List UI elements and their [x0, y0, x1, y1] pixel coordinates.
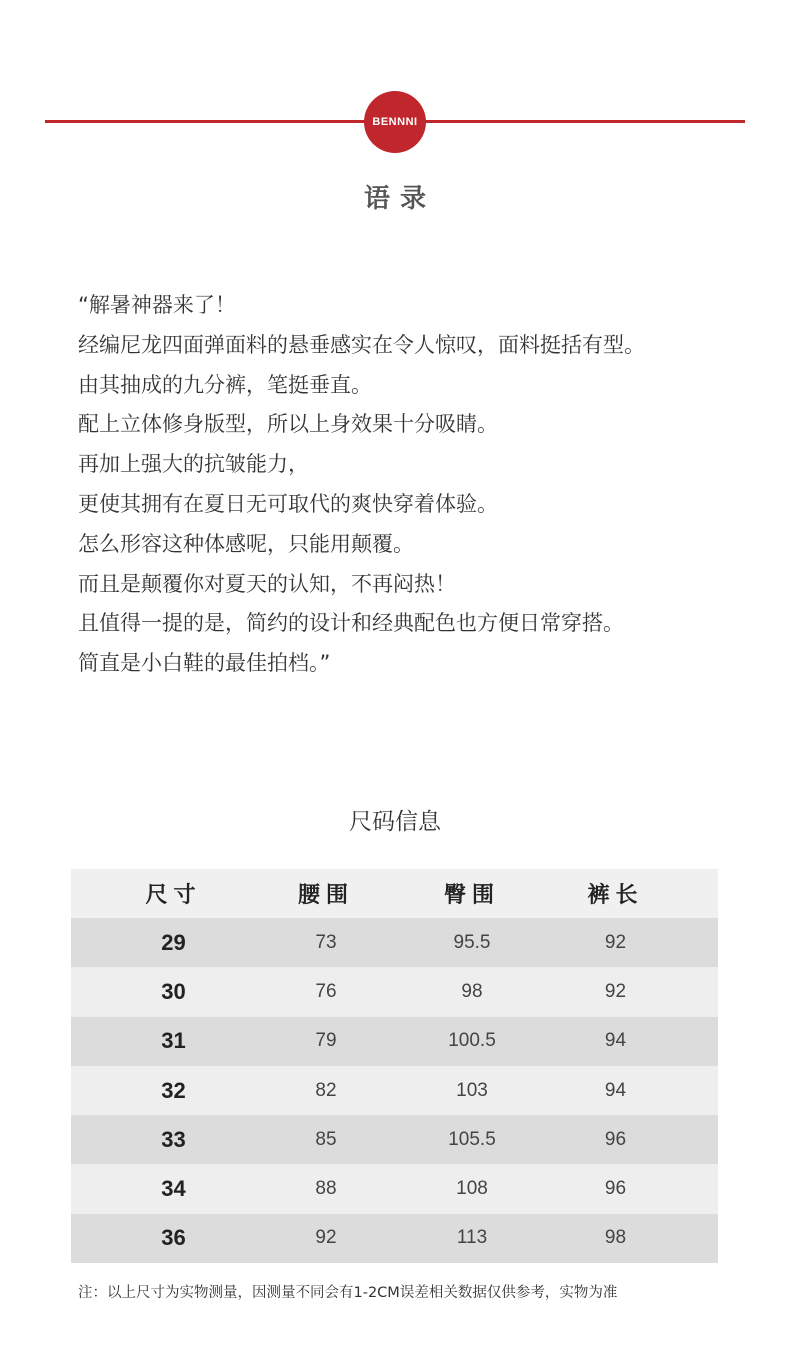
hip-cell: 105.5 [448, 1128, 496, 1150]
table-row [71, 1164, 718, 1213]
waist-cell: 82 [315, 1079, 337, 1101]
brand-logo [364, 91, 426, 153]
size-cell: 29 [161, 929, 186, 955]
hip-cell: 95.5 [453, 931, 491, 953]
length-cell: 96 [604, 1178, 627, 1200]
quote-line: 由其抽成的九分裤，笔挺垂直。 [78, 372, 372, 397]
table-row [71, 1115, 718, 1164]
waist-cell: 76 [315, 980, 337, 1002]
quote-line: 经编尼龙四面弹面料的悬垂感实在令人惊叹，面料挺括有型。 [78, 332, 645, 357]
quote-line: 配上立体修身版型，所以上身效果十分吸睛。 [78, 412, 498, 437]
size-cell: 31 [161, 1028, 186, 1054]
size-table [71, 869, 718, 1263]
waist-cell: 79 [315, 1030, 337, 1052]
size-cell: 33 [161, 1126, 186, 1152]
table-header-row [71, 869, 718, 918]
waist-cell: 92 [315, 1227, 337, 1249]
size-cell: 36 [161, 1225, 186, 1251]
hip-cell: 103 [456, 1079, 488, 1101]
table-row [71, 1017, 718, 1066]
quote-line: 简直是小白鞋的最佳拍档。” [78, 651, 331, 676]
header-waist: 腰围 [297, 883, 354, 908]
header-size: 尺寸 [145, 883, 202, 908]
quote-line: 怎么形容这种体感呢，只能用颠覆。 [78, 531, 414, 556]
size-note: 注：以上尺寸为实物测量，因测量不同会有1-2CM误差相关数据仅供参考，实物为准 [78, 1285, 618, 1301]
table-row [71, 918, 718, 967]
hip-cell: 100.5 [448, 1030, 496, 1052]
length-cell: 94 [604, 1079, 627, 1101]
table-row [71, 1066, 718, 1115]
size-cell: 30 [161, 978, 186, 1004]
hip-cell: 113 [456, 1227, 488, 1249]
brand-logo-text: BENNNI [372, 116, 418, 128]
header-hip: 臀围 [443, 883, 500, 908]
table-row [71, 967, 718, 1016]
size-cell: 32 [161, 1077, 186, 1103]
quote-text [78, 286, 758, 684]
length-cell: 94 [604, 1030, 627, 1052]
waist-cell: 85 [315, 1128, 337, 1150]
waist-cell: 88 [315, 1178, 337, 1200]
quote-line: 再加上强大的抗皱能力， [78, 452, 309, 477]
header-length: 裤长 [587, 883, 644, 908]
length-cell: 96 [604, 1128, 627, 1150]
quote-line: 更使其拥有在夏日无可取代的爽快穿着体验。 [78, 491, 498, 516]
length-cell: 98 [604, 1227, 627, 1249]
waist-cell: 73 [315, 931, 337, 953]
length-cell: 92 [604, 980, 627, 1002]
quote-line: 而且是颠覆你对夏天的认知，不再闷热！ [78, 571, 456, 596]
table-row [71, 1214, 718, 1263]
size-cell: 34 [161, 1176, 186, 1202]
quote-line: “解暑神器来了！ [78, 293, 236, 317]
size-section-title: 尺码信息 [349, 809, 441, 835]
hip-cell: 108 [456, 1178, 488, 1200]
quote-section-title: 语录 [363, 184, 436, 214]
quote-line: 且值得一提的是，简约的设计和经典配色也方便日常穿搭。 [78, 611, 624, 636]
length-cell: 92 [604, 931, 627, 953]
hip-cell: 98 [461, 980, 483, 1002]
